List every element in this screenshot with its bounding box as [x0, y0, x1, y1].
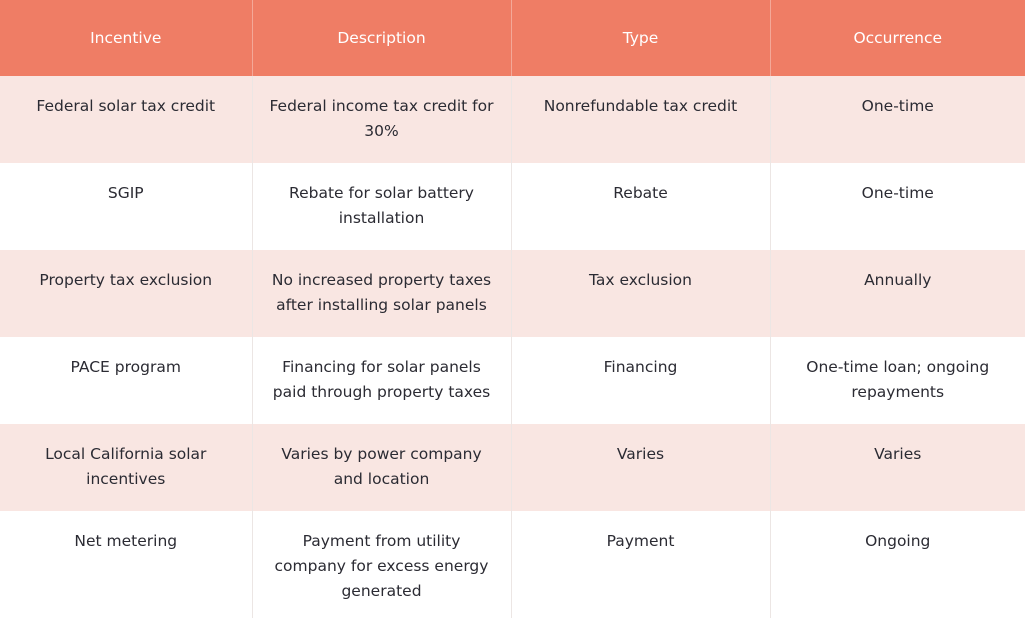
cell-incentive: PACE program — [0, 337, 252, 424]
cell-type: Tax exclusion — [511, 250, 770, 337]
header-type: Type — [511, 0, 770, 76]
table-row — [0, 163, 1025, 250]
cell-occurrence: One-time — [770, 76, 1025, 163]
table-row — [0, 76, 1025, 163]
cell-incentive: Property tax exclusion — [0, 250, 252, 337]
header-incentive: Incentive — [0, 0, 252, 76]
cell-description: Rebate for solar battery installation — [252, 163, 511, 250]
cell-description: Federal income tax credit for 30% — [252, 76, 511, 163]
cell-type: Payment — [511, 511, 770, 618]
table-row — [0, 424, 1025, 511]
cell-type: Financing — [511, 337, 770, 424]
cell-occurrence: One-time — [770, 163, 1025, 250]
header-occurrence: Occurrence — [770, 0, 1025, 76]
cell-occurrence: Annually — [770, 250, 1025, 337]
cell-description: No increased property taxes after installing solar panels — [252, 250, 511, 337]
header-description: Description — [252, 0, 511, 76]
cell-occurrence: Varies — [770, 424, 1025, 511]
cell-incentive: Net metering — [0, 511, 252, 618]
cell-type: Rebate — [511, 163, 770, 250]
table-row — [0, 337, 1025, 424]
table-row — [0, 250, 1025, 337]
table-row — [0, 511, 1025, 618]
cell-type: Varies — [511, 424, 770, 511]
cell-type: Nonrefundable tax credit — [511, 76, 770, 163]
cell-description: Payment from utility company for excess energy generated — [252, 511, 511, 618]
cell-incentive: Local California solar incentives — [0, 424, 252, 511]
cell-incentive: SGIP — [0, 163, 252, 250]
cell-occurrence: One-time loan; ongoing repayments — [770, 337, 1025, 424]
cell-description: Financing for solar panels paid through property taxes — [252, 337, 511, 424]
cell-incentive: Federal solar tax credit — [0, 76, 252, 163]
table-header-row — [0, 0, 1025, 76]
cell-occurrence: Ongoing — [770, 511, 1025, 618]
cell-description: Varies by power company and location — [252, 424, 511, 511]
